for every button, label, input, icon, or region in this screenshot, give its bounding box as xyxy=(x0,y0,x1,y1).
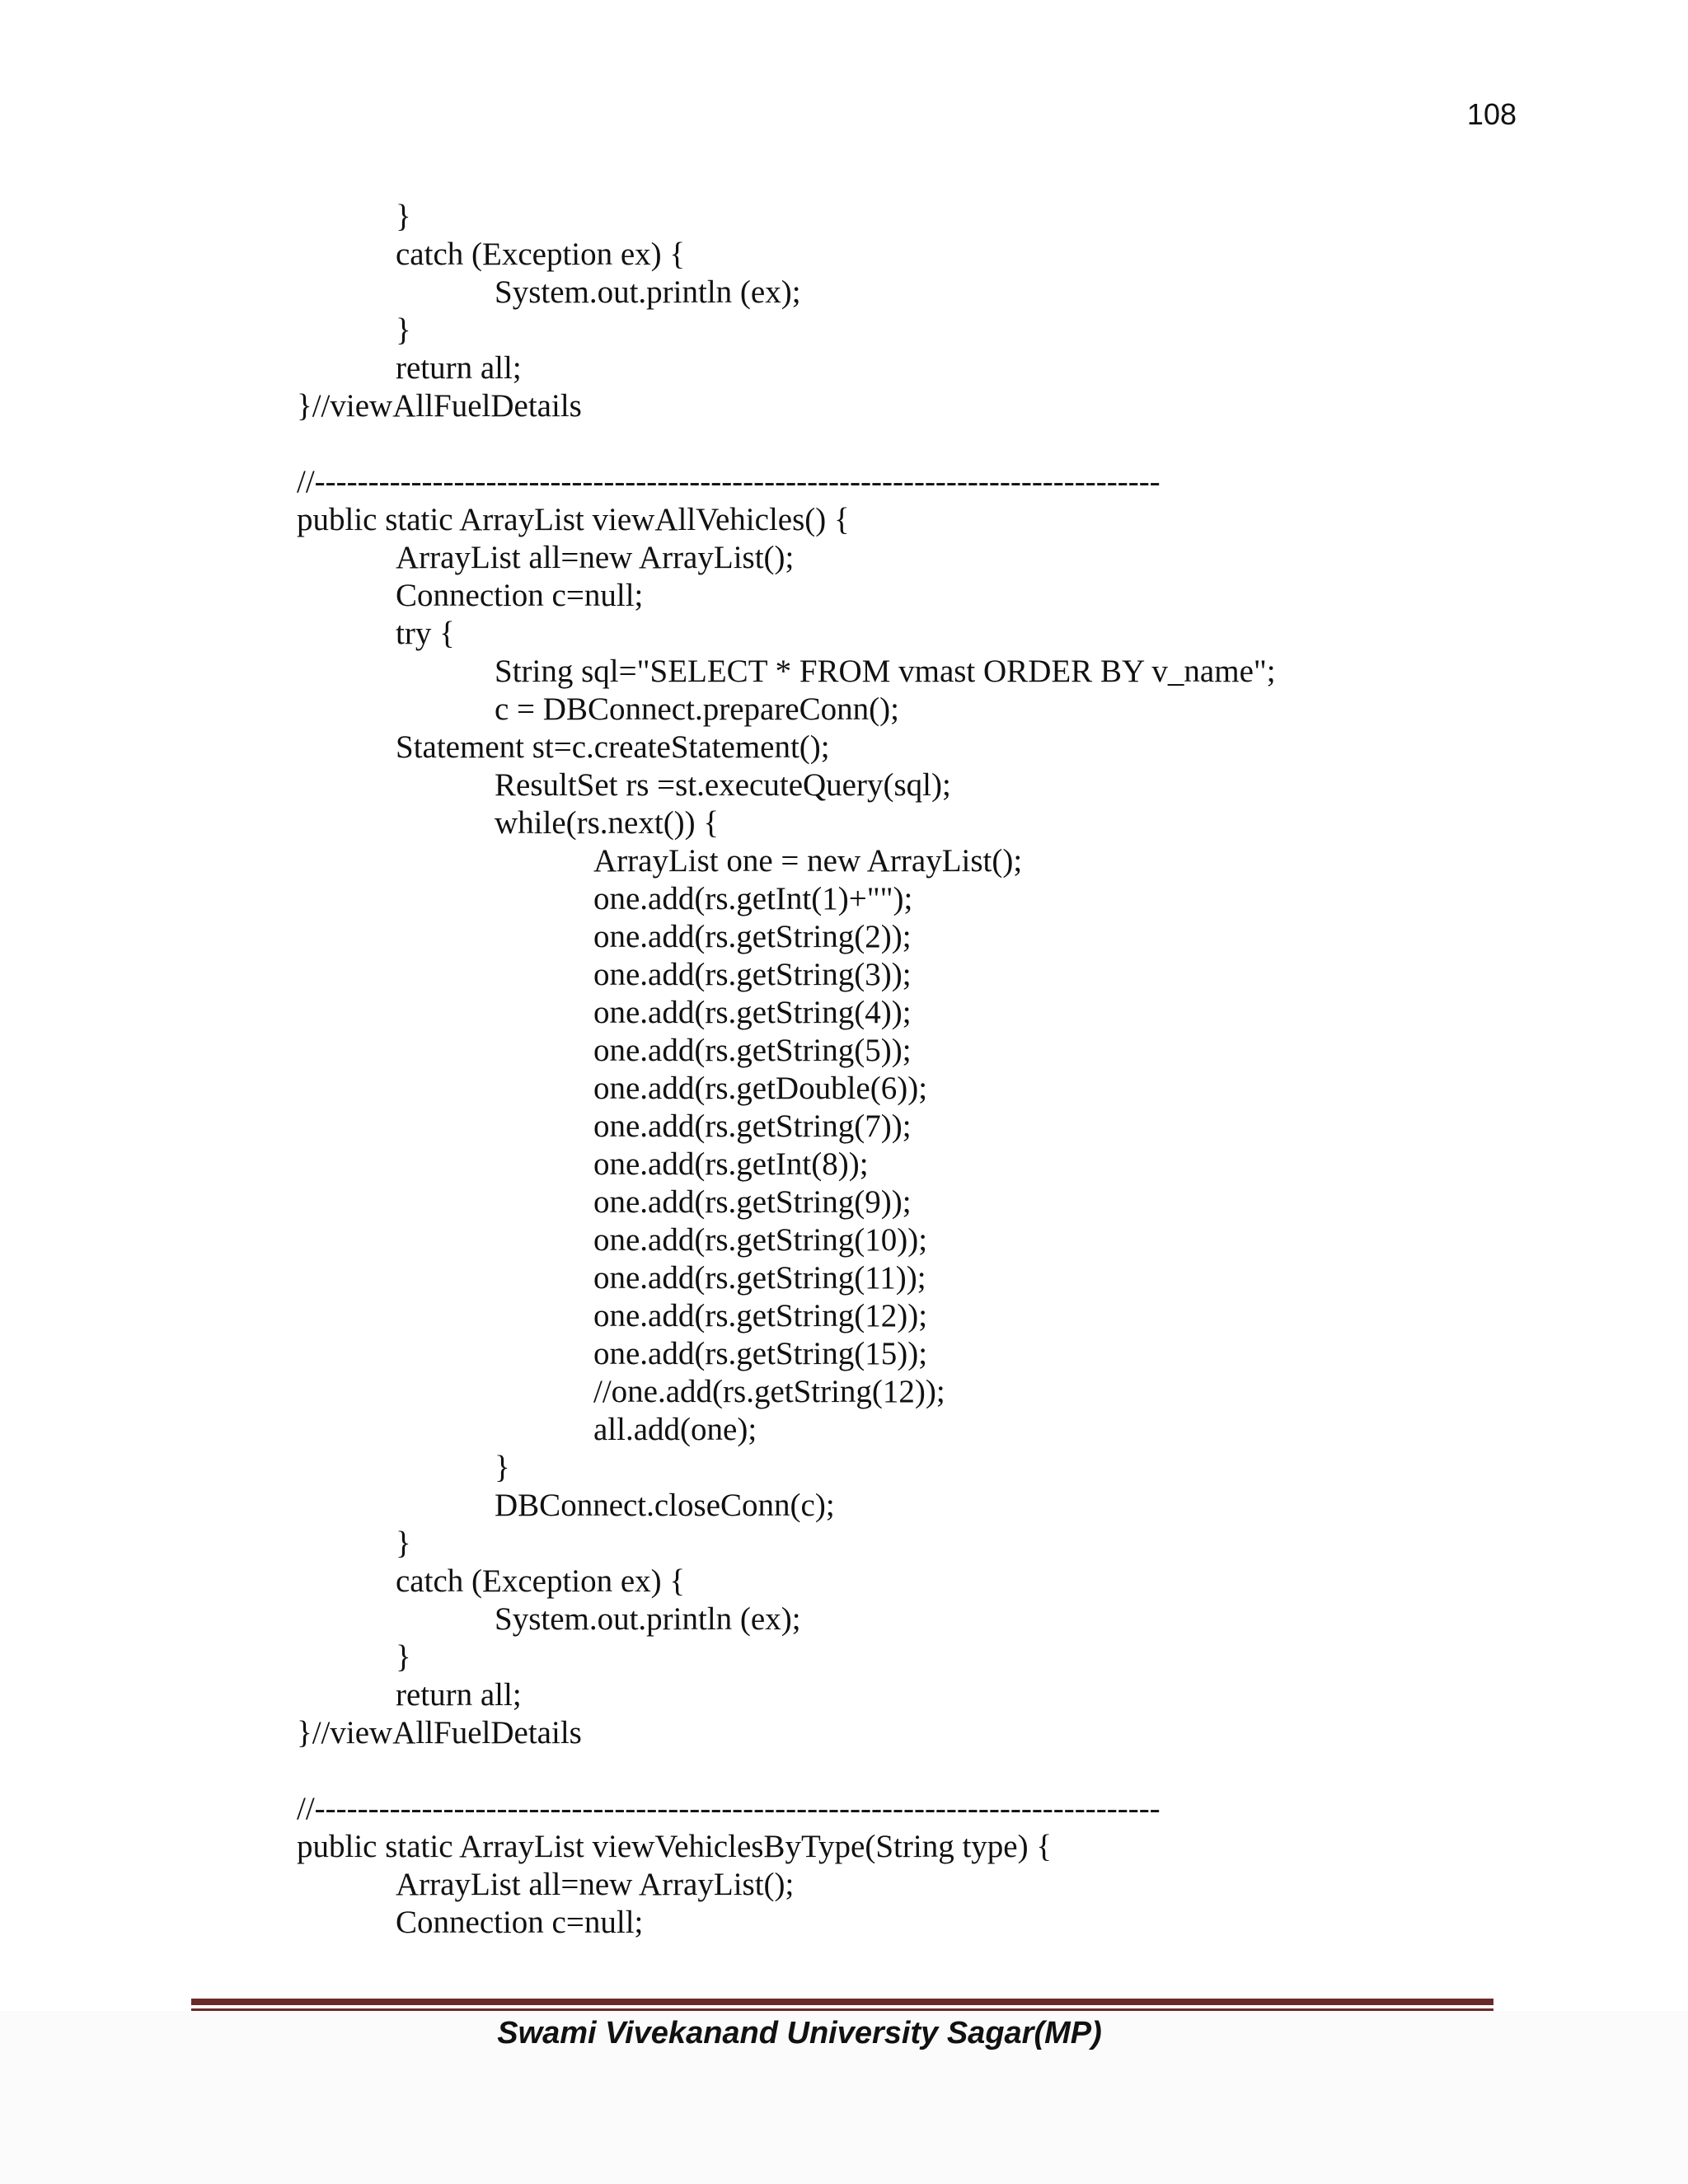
code-line: //------------------------------------------------------------------------------- xyxy=(297,1791,1160,1826)
code-line: String sql="SELECT * FROM vmast ORDER BY v_name"; xyxy=(495,654,1276,689)
code-line: catch (Exception ex) { xyxy=(396,1563,686,1599)
code-line: one.add(rs.getInt(8)); xyxy=(593,1146,869,1182)
code-line: one.add(rs.getString(12)); xyxy=(593,1298,928,1333)
code-line: } xyxy=(396,312,411,348)
code-line: one.add(rs.getString(15)); xyxy=(593,1336,928,1371)
page-number: 108 xyxy=(1466,97,1517,131)
code-line: System.out.println (ex); xyxy=(495,1601,801,1637)
code-line: } xyxy=(396,1526,411,1561)
code-line: }//viewAllFuelDetails xyxy=(297,388,582,424)
code-line: } xyxy=(396,199,411,234)
code-line: catch (Exception ex) { xyxy=(396,237,686,272)
code-line: return all; xyxy=(396,1677,522,1713)
footer-rule-thick xyxy=(191,1999,1493,2005)
code-line: one.add(rs.getString(11)); xyxy=(593,1260,926,1296)
code-line: //------------------------------------------------------------------------------- xyxy=(297,464,1160,499)
code-line: //one.add(rs.getString(12)); xyxy=(593,1374,945,1409)
code-line: public static ArrayList viewVehiclesByType(String type) { xyxy=(297,1829,1053,1864)
code-line: c = DBConnect.prepareConn(); xyxy=(495,691,899,727)
code-line: while(rs.next()) { xyxy=(495,805,720,841)
code-line: Connection c=null; xyxy=(396,1905,644,1940)
code-line: ResultSet rs =st.executeQuery(sql); xyxy=(495,767,951,803)
code-line: one.add(rs.getString(7)); xyxy=(593,1108,912,1144)
footer-rule-thin xyxy=(191,2008,1493,2011)
code-line: System.out.println (ex); xyxy=(495,274,801,310)
code-line: one.add(rs.getString(10)); xyxy=(593,1222,928,1258)
code-line: Statement st=c.createStatement(); xyxy=(396,729,830,765)
code-line: one.add(rs.getString(4)); xyxy=(593,995,912,1030)
code-line: one.add(rs.getString(2)); xyxy=(593,919,912,954)
code-line: Connection c=null; xyxy=(396,578,644,613)
code-line: DBConnect.closeConn(c); xyxy=(495,1488,835,1523)
code-line: one.add(rs.getString(5)); xyxy=(593,1033,912,1068)
code-line: one.add(rs.getString(9)); xyxy=(593,1184,912,1220)
code-line: one.add(rs.getInt(1)+""); xyxy=(593,881,913,916)
code-line: }//viewAllFuelDetails xyxy=(297,1715,582,1750)
code-line: try { xyxy=(396,616,455,651)
code-line: all.add(one); xyxy=(593,1412,757,1447)
code-line: } xyxy=(495,1450,510,1485)
code-line: one.add(rs.getString(3)); xyxy=(593,957,912,992)
code-line: ArrayList one = new ArrayList(); xyxy=(593,843,1023,879)
code-line: public static ArrayList viewAllVehicles() { xyxy=(297,502,850,537)
footer-university-name: Swami Vivekanand University Sagar(MP) xyxy=(497,2016,1102,2050)
code-line: one.add(rs.getDouble(6)); xyxy=(593,1071,928,1106)
code-line: ArrayList all=new ArrayList(); xyxy=(396,1867,795,1902)
code-line: } xyxy=(396,1639,411,1675)
code-line: return all; xyxy=(396,350,522,386)
code-line: ArrayList all=new ArrayList(); xyxy=(396,540,795,575)
